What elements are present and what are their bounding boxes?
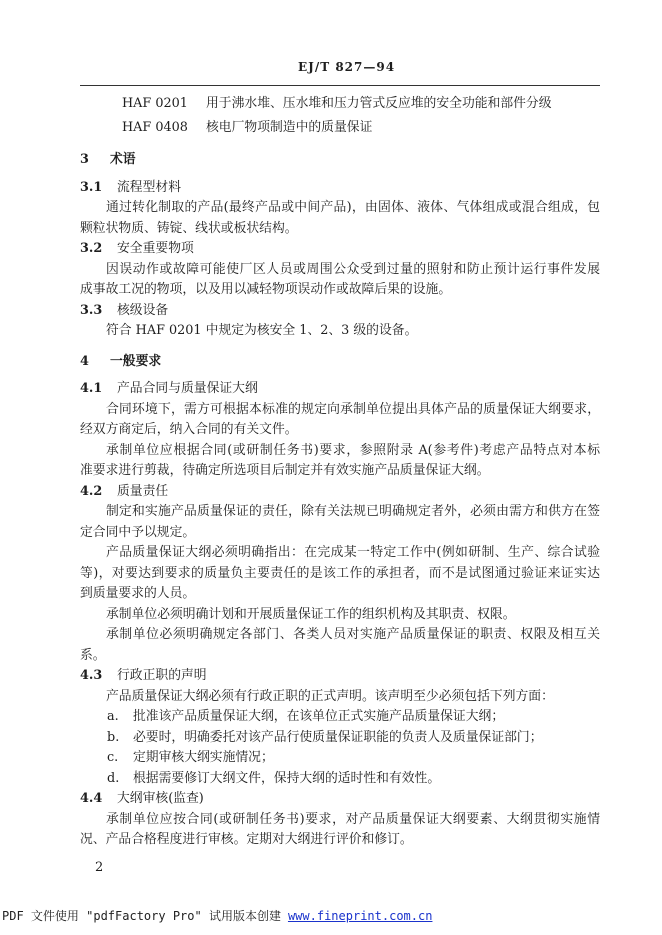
list-marker: c. (107, 750, 119, 765)
paragraph (80, 441, 600, 482)
paragraph-line: 经双方商定后，纳入合同的有关文件。 (80, 422, 298, 437)
paragraph (80, 810, 600, 851)
subsection-heading (80, 666, 600, 687)
paragraph-line: 承制单位应按合同(或研制任务书)要求，对产品质量保证大纲要素、大纲贯彻实施情 (106, 811, 600, 827)
paragraph (80, 198, 600, 239)
paragraph-line: 颗粒状物质、铸锭、线状或板状结构。 (80, 220, 298, 236)
section-number: 4 (80, 353, 89, 369)
subsection-heading (80, 482, 600, 503)
page-number: 2 (95, 860, 104, 875)
subsection-number: 4.3 (80, 668, 103, 683)
subsection-title: 产品合同与质量保证大纲 (117, 381, 258, 396)
paragraph-line: 到质量要求的人员。 (80, 586, 196, 601)
subsection-title: 核级设备 (117, 302, 169, 318)
subsection-title: 质量责任 (117, 483, 169, 499)
subsection-title: 安全重要物项 (117, 241, 194, 256)
paragraph-line: 成事故工况的物项，以及用以减轻物项误动作或故障后果的设施。 (80, 282, 452, 297)
list-marker: a. (107, 709, 119, 724)
paragraph-line: 承制单位必须明确规定各部门、各类人员对实施产品质量保证的职责、权限及相互关 (106, 627, 600, 642)
paragraph-line: 制定和实施产品质量保证的责任，除有关法规已明确规定者外，必须由需方和供方在签 (106, 504, 600, 519)
paragraph-line: 符合 HAF 0201 中规定为核安全 1、2、3 级的设备。 (106, 323, 418, 338)
section-title: 一般要求 (110, 353, 162, 369)
reference-code: HAF 0201 (122, 96, 188, 111)
subsection-title: 行政正职的声明 (117, 668, 207, 683)
reference-code: HAF 0408 (122, 120, 188, 135)
pdf-creator-notice (2, 908, 432, 924)
paragraph-line: 准要求进行剪裁，待确定所选项目后制定并有效实施产品质量保证大纲。 (80, 463, 490, 478)
paragraph (80, 502, 600, 543)
paragraph-line: 因误动作或故障可能使厂区人员或周围公众受到过量的照射和防止预计运行事件发展 (106, 261, 600, 277)
paragraph-line: 产品质量保证大纲必须明确指出：在完成某一特定工作中(例如研制、生产、综合试验 (106, 545, 600, 560)
list-item-text: 定期审核大纲实施情况； (133, 750, 274, 765)
paragraph (80, 605, 600, 626)
subsection-heading (80, 178, 600, 199)
list-marker: d. (107, 770, 120, 786)
subsection-number: 3.2 (80, 241, 103, 256)
subsection-number: 3.1 (80, 179, 103, 195)
header-rule (80, 85, 600, 86)
paragraph-line: 定合同中予以规定。 (80, 524, 196, 540)
subsection-heading (80, 239, 600, 260)
reference-title: 核电厂物项制造中的质量保证 (206, 120, 373, 135)
standard-code: EJ/T 827—94 (298, 60, 396, 74)
paragraph (80, 687, 600, 708)
list-marker: b. (107, 729, 120, 745)
section-number: 3 (80, 152, 89, 167)
paragraph (80, 400, 600, 441)
list-item (80, 728, 600, 749)
fineprint-link[interactable]: www.fineprint.com.cn (287, 909, 433, 923)
pdf-creator-notice-text: PDF 文件使用 "pdfFactory Pro" 试用版本创建 (2, 909, 281, 923)
paragraph-line: 通过转化制取的产品(最终产品或中间产品)，由固体、液体、气体组成或混合组成，包 (106, 200, 600, 215)
reference-row (80, 116, 600, 140)
list-item (80, 707, 600, 728)
subsection-number: 3.3 (80, 302, 103, 318)
paragraph-line: 等)，对要达到要求的质量负主要责任的是该工作的承担者，而不是试图通过验证来证实达 (80, 565, 600, 581)
section-title: 术语 (110, 152, 136, 167)
subsection-heading (80, 789, 600, 810)
subsection-title: 流程型材料 (117, 179, 181, 195)
list-item (80, 769, 600, 790)
list-item (80, 748, 600, 769)
paragraph-line: 承制单位必须明确计划和开展质量保证工作的组织机构及其职责、权限。 (106, 606, 516, 622)
list-item-text: 批准该产品质量保证大纲，在该单位正式实施产品质量保证大纲； (133, 709, 505, 724)
paragraph (80, 543, 600, 605)
subsection-number: 4.1 (80, 381, 103, 396)
subsection-heading (80, 379, 600, 400)
paragraph-line: 合同环境下，需方可根据本标准的规定向承制单位提出具体产品的质量保证大纲要求， (106, 401, 600, 417)
paragraph-line: 产品质量保证大纲必须有行政正职的正式声明。该声明至少必须包括下列方面： (106, 688, 554, 704)
section-heading (80, 150, 600, 171)
subsection-heading (80, 301, 600, 322)
list-item-text: 必要时，明确委托对该产品行使质量保证职能的负责人及质量保证部门； (133, 729, 543, 745)
paragraph-line: 况、产品合格程度进行审核。定期对大纲进行评价和修订。 (80, 832, 413, 847)
subsection-number: 4.2 (80, 483, 103, 499)
list-item-text: 根据需要修订大纲文件，保持大纲的适时性和有效性。 (133, 770, 441, 786)
paragraph (80, 625, 600, 666)
subsection-title: 大纲审核(监查) (117, 791, 204, 806)
reference-title: 用于沸水堆、压水堆和压力管式反应堆的安全功能和部件分级 (206, 96, 552, 111)
document-body (80, 92, 600, 851)
paragraph-line: 系。 (80, 647, 106, 663)
requirement-list (80, 707, 600, 789)
section-heading (80, 352, 600, 373)
reference-row (80, 92, 600, 116)
paragraph-line: 承制单位应根据合同(或研制任务书)要求，参照附录 A(参考件)考虑产品特点对本标 (106, 442, 600, 458)
paragraph (80, 321, 600, 342)
paragraph (80, 260, 600, 301)
subsection-number: 4.4 (80, 791, 103, 806)
